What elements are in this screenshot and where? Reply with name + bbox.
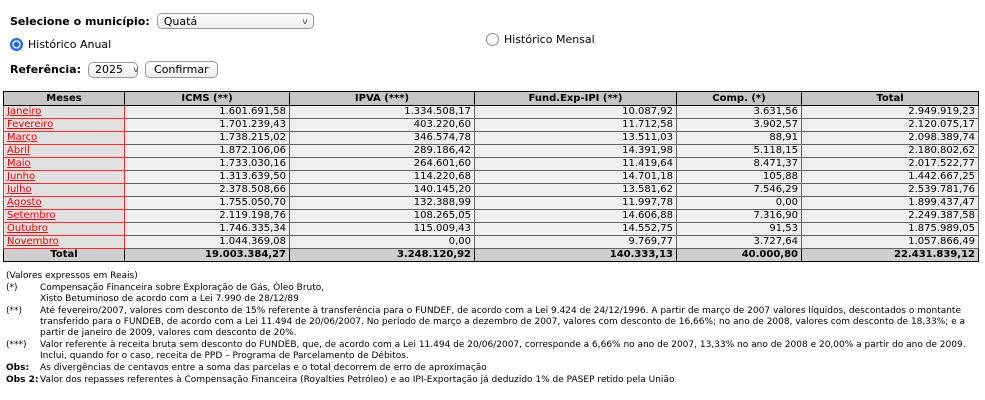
- footnote-text: As divergências de centavos entre a soma das parcelas e o total decorrem de erro de aproximação: [40, 363, 487, 373]
- total-value-cell: 2.120.075,17: [802, 119, 979, 132]
- historico-radio-row: [10, 33, 985, 52]
- footnote-marker: (***): [6, 340, 27, 350]
- ipva-value-cell: 289.186,42: [290, 145, 475, 158]
- total-comp-cell: 40.000,80: [677, 249, 802, 262]
- total-value-cell: 2.180.802,62: [802, 145, 979, 158]
- ipva-value-cell: 403.220,60: [290, 119, 475, 132]
- month-cell: [4, 210, 125, 223]
- comp-value-cell: 3.727,64: [677, 236, 802, 249]
- icms-value-cell: 1.738.215,02: [125, 132, 290, 145]
- table-row: [4, 171, 979, 184]
- footnote-item: [6, 375, 985, 386]
- footnote-marker: (**): [6, 306, 23, 316]
- icms-value-cell: 1.701.239,43: [125, 119, 290, 132]
- chevron-down-icon: ∨: [300, 16, 309, 26]
- month-link[interactable]: Julho: [7, 184, 32, 195]
- icms-value-cell: 2.119.198,76: [125, 210, 290, 223]
- municipio-selected-value: Quatá: [163, 14, 198, 28]
- footnote-text: Valor dos repasses referentes à Compensação Financeira (Royalties Petróleo) e ao IPI-Exportação já deduzido 1% de PASEP retido pela União: [40, 375, 675, 385]
- referencia-select[interactable]: [88, 62, 141, 78]
- fund-value-cell: 10.087,92: [475, 106, 677, 119]
- fund-value-cell: 14.391,98: [475, 145, 677, 158]
- icms-value-cell: 1.044.369,08: [125, 236, 290, 249]
- icms-value-cell: 2.378.508,66: [125, 184, 290, 197]
- historico-anual-label: Histórico Anual: [28, 38, 112, 51]
- ipva-value-cell: 0,00: [290, 236, 475, 249]
- month-cell: [4, 119, 125, 132]
- month-cell: [4, 236, 125, 249]
- table-row: [4, 158, 979, 171]
- ipva-value-cell: 346.574,78: [290, 132, 475, 145]
- table-row: [4, 210, 979, 223]
- total-ipva-cell: 3.248.120,92: [290, 249, 475, 262]
- comp-value-cell: 8.471,37: [677, 158, 802, 171]
- chevron-down-icon: ∨: [131, 65, 141, 74]
- table-row: [4, 106, 979, 119]
- table-header-row: [4, 92, 979, 106]
- historico-mensal-option: [486, 33, 595, 46]
- referencia-row: [10, 61, 985, 78]
- icms-value-cell: 1.601.691,58: [125, 106, 290, 119]
- fund-value-cell: 14.552,75: [475, 223, 677, 236]
- total-value-cell: 2.949.919,23: [802, 106, 979, 119]
- month-cell: [4, 184, 125, 197]
- month-cell: [4, 197, 125, 210]
- total-fund-cell: 140.333,13: [475, 249, 677, 262]
- footnote-text: Valor referente à receita bruta sem desconto do FUNDEB, que, de acordo com a Lei 11.494 de 20/06/2007, corresponde a 6,66% no ano de 2007, 13,33% no ano de 2008 e 20,00% a partir do ano de 2009. Inclui, quando for o caso, receita de PPD – Programa de Parcelamento de Débitos.: [40, 340, 966, 361]
- icms-value-cell: 1.872.106,06: [125, 145, 290, 158]
- municipio-select[interactable]: [157, 13, 314, 29]
- table-row: [4, 145, 979, 158]
- ipva-value-cell: 1.334.508,17: [290, 106, 475, 119]
- total-value-cell: 1.442.667,25: [802, 171, 979, 184]
- ipva-value-cell: 132.388,99: [290, 197, 475, 210]
- table-row: [4, 236, 979, 249]
- month-link[interactable]: Agosto: [7, 197, 42, 208]
- historico-mensal-label: Histórico Mensal: [504, 33, 595, 46]
- confirmar-button[interactable]: Confirmar: [145, 61, 218, 78]
- month-cell: [4, 171, 125, 184]
- icms-value-cell: 1.755.050,70: [125, 197, 290, 210]
- month-cell: [4, 223, 125, 236]
- footnote-item: [6, 363, 985, 374]
- footnote-marker: Obs 2:: [6, 375, 39, 385]
- table-row: [4, 184, 979, 197]
- fund-value-cell: 13.511,03: [475, 132, 677, 145]
- comp-value-cell: 7.316,90: [677, 210, 802, 223]
- table-row: [4, 119, 979, 132]
- valores-note: (Valores expressos em Reais): [6, 271, 138, 281]
- ipva-value-cell: 114.220,68: [290, 171, 475, 184]
- month-link[interactable]: Abril: [7, 145, 30, 156]
- month-link[interactable]: Fevereiro: [7, 119, 54, 130]
- footnote-text: Compensação Financeira sobre Exploração de Gás, Óleo Bruto, Xisto Betuminoso de acordo com a Lei 7.990 de 28/12/89: [40, 283, 325, 304]
- footnotes: [6, 271, 985, 386]
- fund-value-cell: 11.997,78: [475, 197, 677, 210]
- column-header-0: Meses: [4, 92, 125, 106]
- total-value-cell: 2.017.522,77: [802, 158, 979, 171]
- historico-mensal-radio[interactable]: [486, 33, 499, 46]
- municipio-label: Selecione o município:: [10, 14, 150, 28]
- comp-value-cell: 91,53: [677, 223, 802, 236]
- total-total-cell: 22.431.839,12: [802, 249, 979, 262]
- referencia-selected-value: 2025: [95, 63, 124, 76]
- municipio-row: [10, 13, 985, 29]
- comp-value-cell: 3.631,56: [677, 106, 802, 119]
- month-link[interactable]: Outubro: [7, 223, 48, 234]
- month-link[interactable]: Janeiro: [7, 106, 42, 117]
- ipva-value-cell: 115.009,43: [290, 223, 475, 236]
- icms-value-cell: 1.746.335,34: [125, 223, 290, 236]
- table-row: [4, 132, 979, 145]
- footnote-item: [6, 283, 985, 305]
- column-header-1: ICMS (**): [125, 92, 290, 106]
- footnote-item: [6, 306, 985, 339]
- fund-value-cell: 13.581,62: [475, 184, 677, 197]
- month-cell: [4, 106, 125, 119]
- fund-value-cell: 11.712,58: [475, 119, 677, 132]
- comp-value-cell: 88,91: [677, 132, 802, 145]
- referencia-label: Referência:: [10, 63, 82, 76]
- ipva-value-cell: 140.145,20: [290, 184, 475, 197]
- month-link[interactable]: Março: [7, 132, 38, 143]
- icms-value-cell: 1.313.639,50: [125, 171, 290, 184]
- table-row: [4, 197, 979, 210]
- comp-value-cell: 0,00: [677, 197, 802, 210]
- table-row: [4, 223, 979, 236]
- revenue-table: [3, 91, 979, 262]
- total-value-cell: 1.875.989,05: [802, 223, 979, 236]
- ipva-value-cell: 264.601,60: [290, 158, 475, 171]
- comp-value-cell: 105,88: [677, 171, 802, 184]
- total-value-cell: 1.899.437,47: [802, 197, 979, 210]
- column-header-4: Comp. (*): [677, 92, 802, 106]
- filter-controls: [0, 0, 985, 78]
- month-cell: [4, 132, 125, 145]
- footnote-item: [6, 340, 985, 362]
- footnote-marker: (*): [6, 283, 18, 293]
- fund-value-cell: 11.419,64: [475, 158, 677, 171]
- total-value-cell: 2.249.387,58: [802, 210, 979, 223]
- fund-value-cell: 14.606,88: [475, 210, 677, 223]
- comp-value-cell: 7.546,29: [677, 184, 802, 197]
- footnote-marker: Obs:: [6, 363, 30, 373]
- month-cell: [4, 158, 125, 171]
- column-header-2: IPVA (***): [290, 92, 475, 106]
- total-label-cell: Total: [4, 249, 125, 262]
- total-value-cell: 2.098.389,74: [802, 132, 979, 145]
- footnote-text: Até fevereiro/2007, valores com desconto de 15% referente à transferência para o FUNDEF, de acordo com a Lei 9.424 de 24/12/1996. A partir de março de 2007 valores líquidos, descontados o montante transferido para o FUNDEB, de acordo com a Lei 11.494 de 20/06/2007. No período de março a dezembro de 2007, valores com desconto de 16,66%; no ano de 2008, valores com desconto de 18,33%; e a partir de janeiro de 2009, valores com desconto de 20%.: [40, 306, 966, 338]
- column-header-5: Total: [802, 92, 979, 106]
- icms-value-cell: 1.733.030,16: [125, 158, 290, 171]
- total-icms-cell: 19.003.384,27: [125, 249, 290, 262]
- historico-anual-radio[interactable]: [10, 38, 23, 51]
- comp-value-cell: 5.118,15: [677, 145, 802, 158]
- total-value-cell: 2.539.781,76: [802, 184, 979, 197]
- fund-value-cell: 9.769,77: [475, 236, 677, 249]
- month-link[interactable]: Novembro: [7, 236, 59, 247]
- fund-value-cell: 14.701,18: [475, 171, 677, 184]
- comp-value-cell: 3.902,57: [677, 119, 802, 132]
- total-value-cell: 1.057.866,49: [802, 236, 979, 249]
- month-cell: [4, 145, 125, 158]
- month-link[interactable]: Setembro: [7, 210, 56, 221]
- table-total-row: [4, 249, 979, 262]
- month-link[interactable]: Junho: [7, 171, 36, 182]
- month-link[interactable]: Maio: [7, 158, 31, 169]
- column-header-3: Fund.Exp-IPI (**): [475, 92, 677, 106]
- ipva-value-cell: 108.265,05: [290, 210, 475, 223]
